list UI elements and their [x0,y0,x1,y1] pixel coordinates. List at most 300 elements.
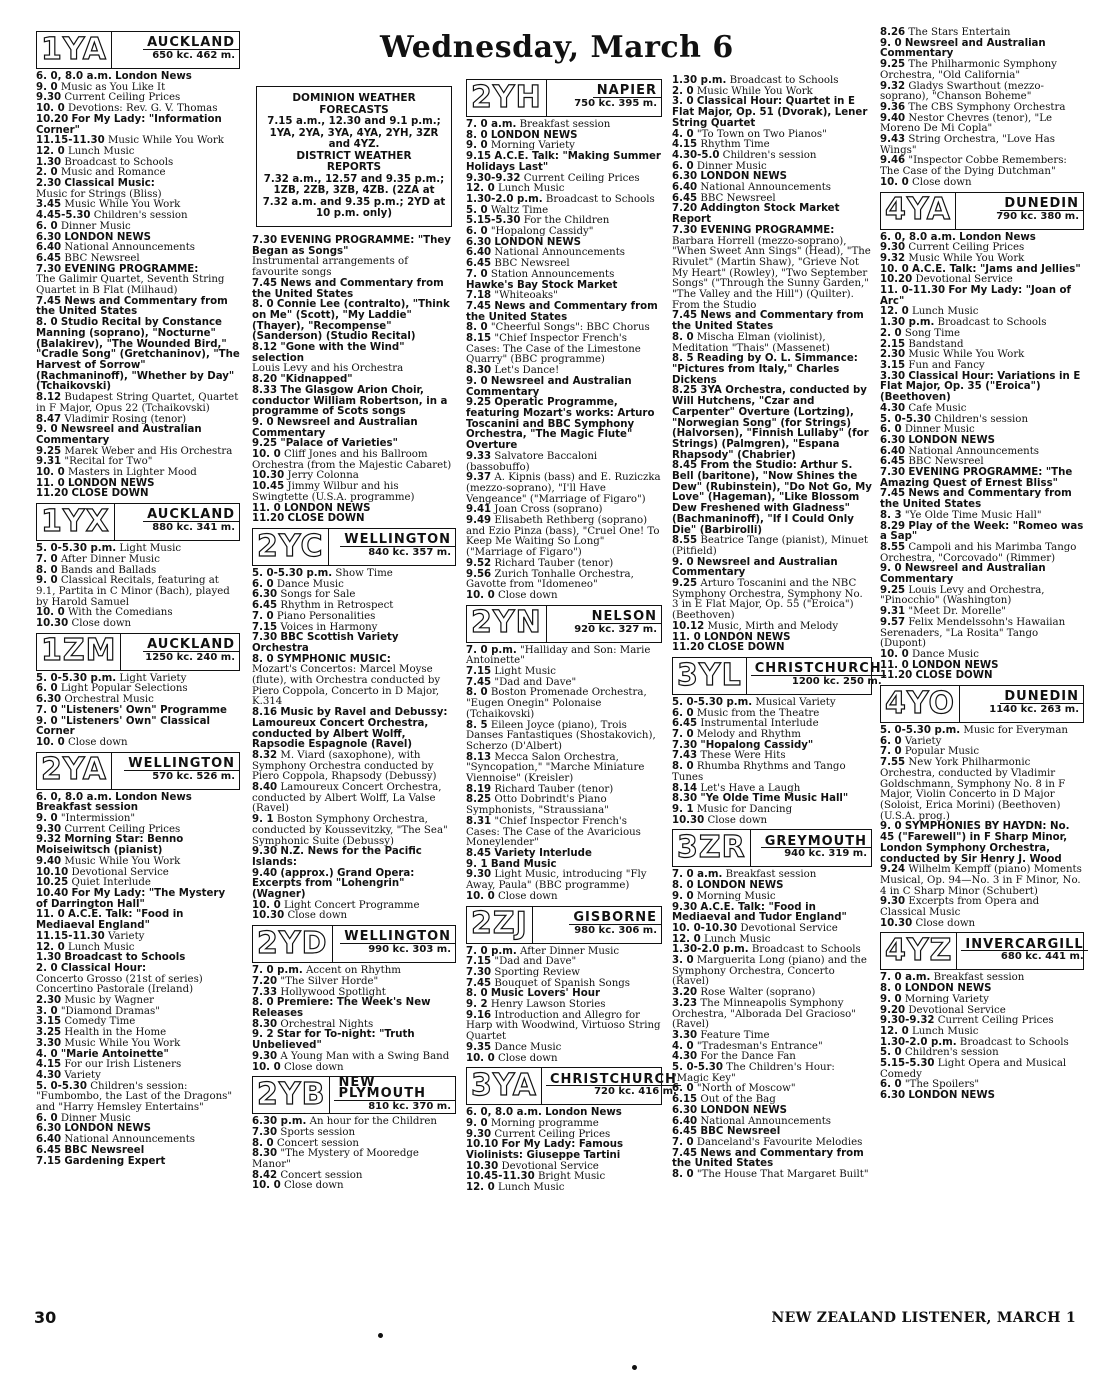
listing-programme: "Listeners' Own" Classical Corner [36,715,210,738]
listing-item [466,1183,662,1194]
listing-column [466,76,677,1194]
listing-time: 6.45 [466,258,492,270]
listing-item [466,516,662,559]
listing-time: 7.45 [880,488,906,500]
listing-item [466,817,662,849]
listing-item [252,1030,456,1051]
listing-programme: Star for To-night: "Truth Unbelieved" [252,1029,415,1052]
listing-programme: News and Commentary from the United States [36,295,228,318]
listing-time: 8.31 [466,815,492,827]
station-city: NAPIER [593,86,661,98]
listing-programme: National Announcements [494,247,626,259]
listing-time: 3. 0 [672,955,694,967]
listing-time: 9.41 [466,504,492,516]
listing-time: 3. 0 [672,96,694,108]
station-call-sign: 2YD [253,926,333,962]
listing-item [880,758,1084,822]
listing-programme: London News Breakfast session [36,791,192,814]
listing-programme: Newsreel and Australian Commentary [36,424,202,446]
listing-item [466,795,662,816]
listing-time: 12. 0 [466,183,495,195]
listing-time: 7.30 [36,263,62,275]
listing-programme: Children's session [934,413,1029,425]
listing-programme: Newsreel and Australian Commentary [672,556,838,579]
listing-programme: Close down [915,917,976,929]
listing-programme: Broadcast to Schools [64,156,174,168]
listing-programme: "Chief Inspector French's Cases: The Case of the Avaricious Moneylender" [466,815,641,849]
listing-time: 6.40 [880,445,906,457]
page-title: Wednesday, March 6 [380,30,734,65]
listing-time: 10.45-11.30 [466,1171,535,1183]
station-call-sign: 3YL [673,658,747,694]
listing-time: 6. 0 [672,1083,694,1095]
listing-time: 9.49 [466,515,492,527]
listing-item [466,334,662,366]
listing-item [466,591,662,602]
listing-time: 1.30-2.0 p.m. [466,193,543,205]
listing-item [880,822,1084,865]
listing-time: 10.30 [252,910,285,922]
station-city: AUCKLAND [143,640,239,652]
listing-programme: Melody and Rhythm [696,729,801,741]
listing-time: 10.20 [880,274,913,286]
listing-programme: CLOSE DOWN [707,642,785,654]
station-header [880,192,1084,230]
listing-programme: Bouquet of Spanish Songs [494,977,631,989]
listing-programme: "Meet Dr. Morelle" [908,606,1006,618]
listing-time: 7. 0 [672,1136,694,1148]
listing-programme: Broadcast to Schools [959,1036,1069,1048]
listing-programme: Music for Strings (Bliss) [36,188,162,200]
listing-time: 8. 0 [36,317,58,329]
listing-time: 7. 0 a.m. [672,869,723,881]
listing-time: 6.45 [672,1126,698,1138]
listing-programme: LONDON NEWS [64,1123,151,1135]
listing-programme: EVENING PROGRAMME: [64,263,199,275]
listing-item [672,536,872,557]
listing-time: 9.31 [880,606,906,618]
listing-time: 6.40 [466,247,492,259]
listing-time: 4.15 [36,1059,62,1071]
listing-time: 8. 0 [672,880,694,892]
listing-time: 6.15 [672,1094,698,1106]
station-call-sign: 2YC [253,529,329,565]
listing-programme: Jimmy Wilbur and his Swingtette (U.S.A. programme) [252,481,415,503]
listing-programme: With the Comedians [67,607,173,619]
listing-item [36,318,240,393]
listing-item [36,489,240,500]
listing-time: 7.45 [672,310,698,322]
listing-time: 2. 0 [36,167,58,179]
listing-time: 9. 0 [252,416,274,428]
listing-time: 9.24 [880,864,906,876]
listing-programme: Felix Mendelssohn's Hawaiian Serenaders, "La Rosita" Tango (Dupont) [880,616,1066,650]
listing-programme: The Minneapolis Symphony Orchestra, "Alborada Del Gracioso" (Ravel) [672,997,856,1031]
listing-programme: "The Silver Horde" [280,975,379,987]
listing-programme: Morning Music [696,890,776,902]
listing-time: 9.37 [466,472,492,484]
listing-time: 10. 0 [880,176,909,188]
listing-programme: "Hopalong Cassidy" [700,739,814,751]
listing-item [466,721,662,753]
listing-time: 6.30 p.m. [252,1116,307,1128]
listing-programme: News and Commentary from the United States [880,488,1072,511]
listing-programme: Children's session: "Fumbombo, the Last of the Dragons" and "Harry Hemsley Entertains" [36,1080,233,1114]
listing-time: 7. 0 [36,704,58,716]
listing-column [672,75,882,1181]
listing-programme: Orchestral Nights [280,1018,374,1030]
listing-time: 10. 0 [880,263,909,275]
station-frequency: 1140 kc. 263 m. [989,704,1079,716]
listing-column [880,28,1084,1102]
listing-programme: "Halliday and Son: Marie Antoinette" [466,644,651,667]
station-frequency: 1200 kc. 250 m. [791,675,882,687]
listing-programme: Piano Personalities [276,610,376,622]
listing-time: 10. 0 [466,1052,495,1064]
listing-time: 8. 0 [672,761,694,773]
station-city: GISBORNE [569,913,661,925]
listing-item [252,386,456,418]
listing-time: 8.42 [252,1169,278,1181]
listing-programme: Lunch Music [911,306,979,318]
listing-programme: Zurich Tonhalle Orchestra, Gavotte from "Idomeneo" [466,568,634,591]
listing-item [880,564,1084,585]
listing-programme: Devotional Service [71,866,169,878]
listing-time: 10. 0 [36,607,65,619]
listing-item [672,762,872,783]
listing-programme: A.C.E. Talk: "Food in Mediaeval and Tudor England" [672,901,847,924]
listing-time: 8. 3 [880,509,902,521]
listing-time: 10. 0-10.30 [672,922,738,934]
listing-time: 4. 0 [672,1040,694,1052]
listing-programme: A.C.E. Talk: "Jams and Jellies" [911,263,1081,275]
listing-time: 9.25 [672,578,698,590]
listing-programme: Close down [67,736,128,748]
listing-programme: LONDON NEWS [908,1090,995,1102]
listing-time: 7.20 [672,203,698,215]
listing-programme: "Diamond Dramas" [60,1005,160,1017]
station-header [252,925,456,963]
print-dot [378,1333,383,1338]
listing-time: 8.12 [252,342,278,354]
listing-time: 10.30 [672,814,705,826]
listing-programme: "Dad and Dave" [494,956,577,968]
listing-time: 9.40 [36,855,62,867]
listing-time: 4.30 [36,1069,62,1081]
listing-programme: National Announcements [700,1115,832,1127]
listing-item [672,1063,872,1084]
listing-programme: EVENING PROGRAMME: "They Began as Songs" [252,235,451,257]
station-call-sign: 1YA [37,32,112,68]
listing-programme: Variety [904,735,942,747]
listing-programme: Music While You Work [908,252,1025,264]
station-frequency: 720 kc. 416 m. [594,1086,677,1098]
listing-time: 10. 0 [252,1180,281,1192]
listing-time: 8. 0 [880,983,902,995]
publication-name: NEW ZEALAND LISTENER, MARCH 1 [771,1310,1076,1326]
listing-programme: BBC Scottish Variety Orchestra [252,632,399,654]
listing-item [880,39,1084,60]
listing-item [672,956,872,988]
listing-item [672,579,872,622]
station-city: AUCKLAND [143,510,239,522]
listing-programme: "Cheerful Songs": BBC Chorus [490,322,650,334]
listing-time: 7. 0 p.m. [466,945,517,957]
listing-item [466,1043,662,1054]
listing-programme: Devotional Service [740,922,838,934]
listing-time: 10.25 [36,877,69,889]
listing-programme: For the Dance Fan [700,1051,796,1063]
listing-programme: Broadcast to Schools [937,317,1047,329]
station-header [36,31,240,69]
listing-programme: After Dinner Music [520,945,620,957]
listing-programme: Children's session [722,149,817,161]
listing-time: 1.30 [36,952,62,964]
listing-programme: Newsreel and Australian Commentary [880,37,1046,60]
listing-item [672,311,872,332]
listing-time: 6. 0 [36,220,58,232]
listing-time: 8. 5 [466,719,488,731]
listing-programme: M. Viard (saxophone), with Symphony Orchestra conducted by Piero Coppola, Rhapsody (Debussy) [252,749,437,783]
listing-item [672,903,872,924]
listing-programme: "Chief Inspector French's Cases: The Case of the Limestone Quarry" (BBC programme) [466,333,641,366]
listing-programme: Newsreel and Australian Commentary [880,563,1046,586]
listing-time: 8. 5 [672,353,694,365]
listing-programme: Music While You Work [908,349,1025,361]
listing-programme: Dinner Music [60,1112,131,1124]
listing-programme: Lunch Music [703,933,771,945]
listing-programme: Variety [107,930,145,942]
listing-programme: Rhythm in Retrospect [280,600,394,612]
listing-time: 9.30 [36,823,62,835]
listing-item [252,1052,456,1063]
listing-item [672,237,872,312]
listing-programme: Close down [287,910,348,922]
listing-time: 6. 0, 8.0 a.m. [36,791,112,803]
listing-programme: Close down [497,1052,558,1064]
listing-programme: Music While You Work [64,199,181,211]
listing-programme: A.C.E. Talk: "Making Summer Holidays Last" [466,151,661,173]
listing-programme: Connie Lee (contralto), "Think on Me" (Scott), "My Laddie" (Thayer), "Recompense" (Sanderson) (Studio Recital) [252,299,450,343]
listing-time: 7.45 [36,295,62,307]
listing-item [252,869,456,901]
listing-programme: Current Ceiling Prices [937,1015,1054,1027]
listing-programme: For My Lady: Famous Violinists: Giuseppe Tartini [466,1139,624,1162]
listing-item [252,911,456,922]
listing-programme: Music from the Theatre [696,707,820,719]
listing-time: 9.25 [466,397,492,409]
listing-programme: Breakfast session [725,869,817,881]
station-city: DUNEDIN [1000,199,1083,211]
listing-time: 8.45 [466,848,492,859]
listing-programme: Broadcast to Schools [729,75,839,86]
listing-item [672,1170,872,1181]
listing-time: 7.55 [880,757,906,769]
listing-programme: Boston Promenade Orchestra, "Eugen Onegin" Polonaise (Tchaikovski) [466,687,647,720]
listing-programme: Broadcast to Schools [64,952,186,964]
listing-programme: After Dinner Music [60,553,160,565]
listing-programme: For My Lady: "The Mystery of Darrington Hall" [36,888,226,910]
listing-time: 10.10 [36,866,69,878]
listing-item [466,398,662,452]
station-city: AUCKLAND [143,38,239,50]
station-call-sign: 4YA [881,193,956,229]
listing-item [466,473,662,505]
listing-time: 6. 0 [672,160,694,172]
listing-time: 8.30 [466,365,492,377]
listing-programme: Excerpts from Opera and Classical Music [880,896,1040,919]
listing-time: 9.52 [466,557,492,569]
listing-time: 10.30 [880,917,913,929]
listing-programme: Dance Music [276,578,344,590]
listing-programme: Concert session [276,1137,359,1149]
listing-programme: For My Lady: "Joan of Arc" [880,285,1071,307]
listing-programme: Cafe Music [908,402,967,414]
listing-time: 2.30 [36,995,62,1007]
listing-programme: Let's Dance! [494,365,560,377]
listing-time: 9.36 [880,101,906,113]
listing-time: 12. 0 [880,306,909,318]
listing-time: 3.30 [672,1029,698,1041]
print-dot [632,1365,637,1370]
listing-time: 4.30 [672,1051,698,1063]
listing-time: 6. 0, 8.0 a.m. [36,71,112,82]
listing-time: 9.40 [252,867,278,879]
listing-programme: Music While You Work [696,85,813,97]
listing-programme: Classical Music: [64,178,155,190]
station-header [466,906,662,944]
listing-item [880,82,1084,103]
station-call-sign: 4YZ [881,933,957,969]
listing-programme: "The Mystery of Mooredge Manor" [252,1148,419,1171]
listing-programme: Rhumba Rhythms and Tango Tunes [672,761,846,783]
listing-time: 3.30 [36,1037,62,1049]
station-header [36,503,240,541]
listing-programme: Beatrice Tange (pianist), Minuet (Pitfield) [672,535,868,557]
listing-programme: Play of the Week: "Romeo was a Sap" [880,520,1084,543]
listing-programme: Instrumental Interlude [700,718,819,730]
listing-programme: Boston Symphony Orchestra, conducted by Koussevitzky, "The Sea" Symphonic Suite (Debussy) [252,814,448,847]
listing-time: 10. 0 [252,1061,281,1073]
listing-programme: Light Concert Programme [283,899,420,911]
listing-programme: A Young Man with a Swing Band [280,1050,450,1062]
listing-time: 10.45 [252,481,285,493]
listing-programme: Classical Recitals, featuring at 9.1, Partita in C Minor (Bach), played by Harold Samuel [36,575,230,608]
listing-programme: Breakfast session [519,119,611,130]
listing-programme: LONDON NEWS [283,502,371,514]
station-header [880,932,1084,970]
listing-time: 6.40 [672,1115,698,1127]
listing-programme: Eileen Joyce (piano), Trois Danses Fantastiques (Shostakovich), Scherzo (D'Albert) [466,719,656,752]
listing-time: 10.30 [466,1160,499,1172]
listing-time: 8.26 [880,27,906,38]
listing-programme: Sports session [280,1126,356,1138]
listing-time: 7. 0 a.m. [466,119,517,130]
listing-programme: Orchestral Music [64,694,154,706]
listing-column [36,28,240,1167]
listing-programme: Instrumental arrangements of favourite songs [252,256,408,279]
station-frequency: 650 kc. 462 m. [152,50,235,61]
listing-item [880,286,1084,307]
listing-programme: News and Commentary from the United States [466,300,658,323]
listing-programme: Close down [497,589,558,601]
listing-item [36,115,240,136]
listing-programme: Bandstand [908,338,964,350]
listing-time: 9.30 [672,901,698,913]
listing-time: 8. 0 [252,653,274,665]
listing-time: 9.30 [36,92,62,104]
listing-time: 11. 0-11.30 [880,285,946,297]
listing-programme: A.C.E. Talk: "Food in Mediaeval England" [36,909,184,932]
station-header [466,605,662,643]
listing-item [36,793,240,814]
weather-title: DISTRICT WEATHER [296,149,412,162]
listing-time: 6.30 [672,171,698,183]
listing-time: 9. 0 [672,890,694,902]
listing-time: 6. 0 [36,1112,58,1124]
listing-programme: "Recital for Two" [64,456,153,468]
listing-time: 11.15-11.30 [36,930,105,942]
listing-time: 9. 0 [36,424,58,436]
listing-time: 9.33 [466,450,492,462]
listing-programme: Studio Recital by Constance Manning (soprano), "Nocturne" (Balakirev), "The Wounded Bird," "Cradle Song" (Gretchaninov), "The Harvest of Sorrow" (Rachmaninoff), "Whether by Day" (Tchaikovski) [36,317,240,393]
station-city: WELLINGTON [124,759,239,771]
station-frequency: 940 kc. 319 m. [784,848,867,860]
listing-item [252,257,456,278]
listing-time: 10. 0 [880,648,909,660]
listing-programme: Lunch Music [67,145,135,157]
listing-programme: (approx.) Grand Opera: Excerpts from "Lohengrin" (Wagner) [252,867,415,901]
listing-item [880,1059,1084,1080]
listing-time: 11. 0 [252,502,281,514]
listing-time: 9.30 [466,1128,492,1140]
listing-time: 9. 2 [252,1029,274,1041]
listing-item [880,618,1084,650]
listing-time: 9.30-9.32 [880,1015,935,1027]
listing-time: 9. 0 [880,993,902,1005]
listing-time: 10.12 [672,620,705,632]
weather-title: REPORTS [326,161,382,173]
listing-programme: "North of Moscow" [696,1083,796,1095]
listing-time: 11.20 [252,513,285,525]
listing-programme: LONDON NEWS [911,659,999,671]
listing-programme: Newsreel and Australian Commentary [252,416,418,439]
listing-programme: BBC Newsreel [494,258,570,270]
listing-time: 8. 0 [252,299,274,311]
listing-item [880,156,1084,177]
listing-time: 2. 0 [880,327,902,339]
listing-time: 9.25 [36,445,62,457]
listing-programme: Nestor Chevres (tenor), "Le Moreno De Mi Copla" [880,112,1052,135]
station-call-sign: 2YB [253,1077,330,1113]
listing-time: 8. 0 [252,997,274,1009]
listing-item [672,816,872,827]
listing-programme: Lunch Music [911,1025,979,1037]
listing-item [880,671,1084,682]
listing-time: 6.40 [672,182,698,194]
listing-time: 11.15-11.30 [36,135,105,147]
page-number: 30 [34,1308,57,1327]
listing-time: 6.45 [672,192,698,204]
listing-time: 8. 0 [252,1137,274,1149]
listing-programme: EVENING PROGRAMME: [700,224,835,236]
listing-item [880,468,1084,489]
listing-programme: "Inspector Cobbe Remembers: The Case of the Dying Dutchman" [880,155,1067,178]
listing-time: 6.30 [672,1104,698,1116]
listing-item [672,999,872,1031]
listing-item [880,543,1084,564]
listing-programme: Devotions: Rev. G. V. Thomas [67,103,218,115]
